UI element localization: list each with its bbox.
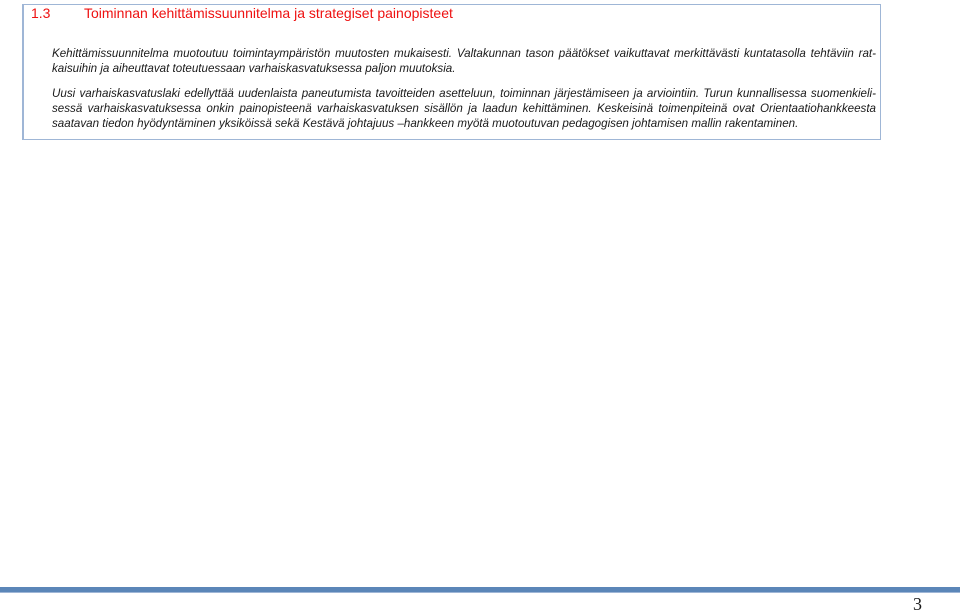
paragraph-line: kaisuihin ja aiheuttavat toteutuessaan varhaiskasvatuksessa paljon muutoksia. xyxy=(52,62,456,75)
section-heading xyxy=(31,5,453,22)
page-number: 3 xyxy=(913,594,922,614)
section-number: 1.3 xyxy=(31,5,51,21)
section-title: Toiminnan kehittämissuunnitelma ja strategiset painopisteet xyxy=(84,5,453,21)
footer-rule-thin xyxy=(0,592,960,593)
paragraph-line: Uusi varhaiskasvatuslaki edellyttää uudenlaista paneutumista tavoitteiden asetteluun, toiminnan järjestämiseen ja arviointiin. Turun kunnallisessa suomenkieli- xyxy=(52,87,876,100)
paragraph-new-law xyxy=(52,86,876,131)
paragraph-line: saatavan tiedon hyödyntäminen yksiköissä sekä Kestävä johtajuus –hankkeen myötä muotoutuvan pedagogisen johtamisen mallin rakentaminen. xyxy=(52,117,799,130)
paragraph-line: sessä varhaiskasvatuksessa onkin painopisteenä varhaiskasvatuksen sisällön ja laadun kehittäminen. Keskeisinä toimenpiteinä ovat Orientaatiohankkeesta xyxy=(52,102,876,115)
paragraph-development-plan xyxy=(52,46,876,76)
paragraph-line: Kehittämissuunnitelma muotoutuu toimintaympäristön muutosten mukaisesti. Valtakunnan tason päätökset vaikuttavat merkittävästi kuntatasolla tehtäviin rat- xyxy=(52,47,876,60)
